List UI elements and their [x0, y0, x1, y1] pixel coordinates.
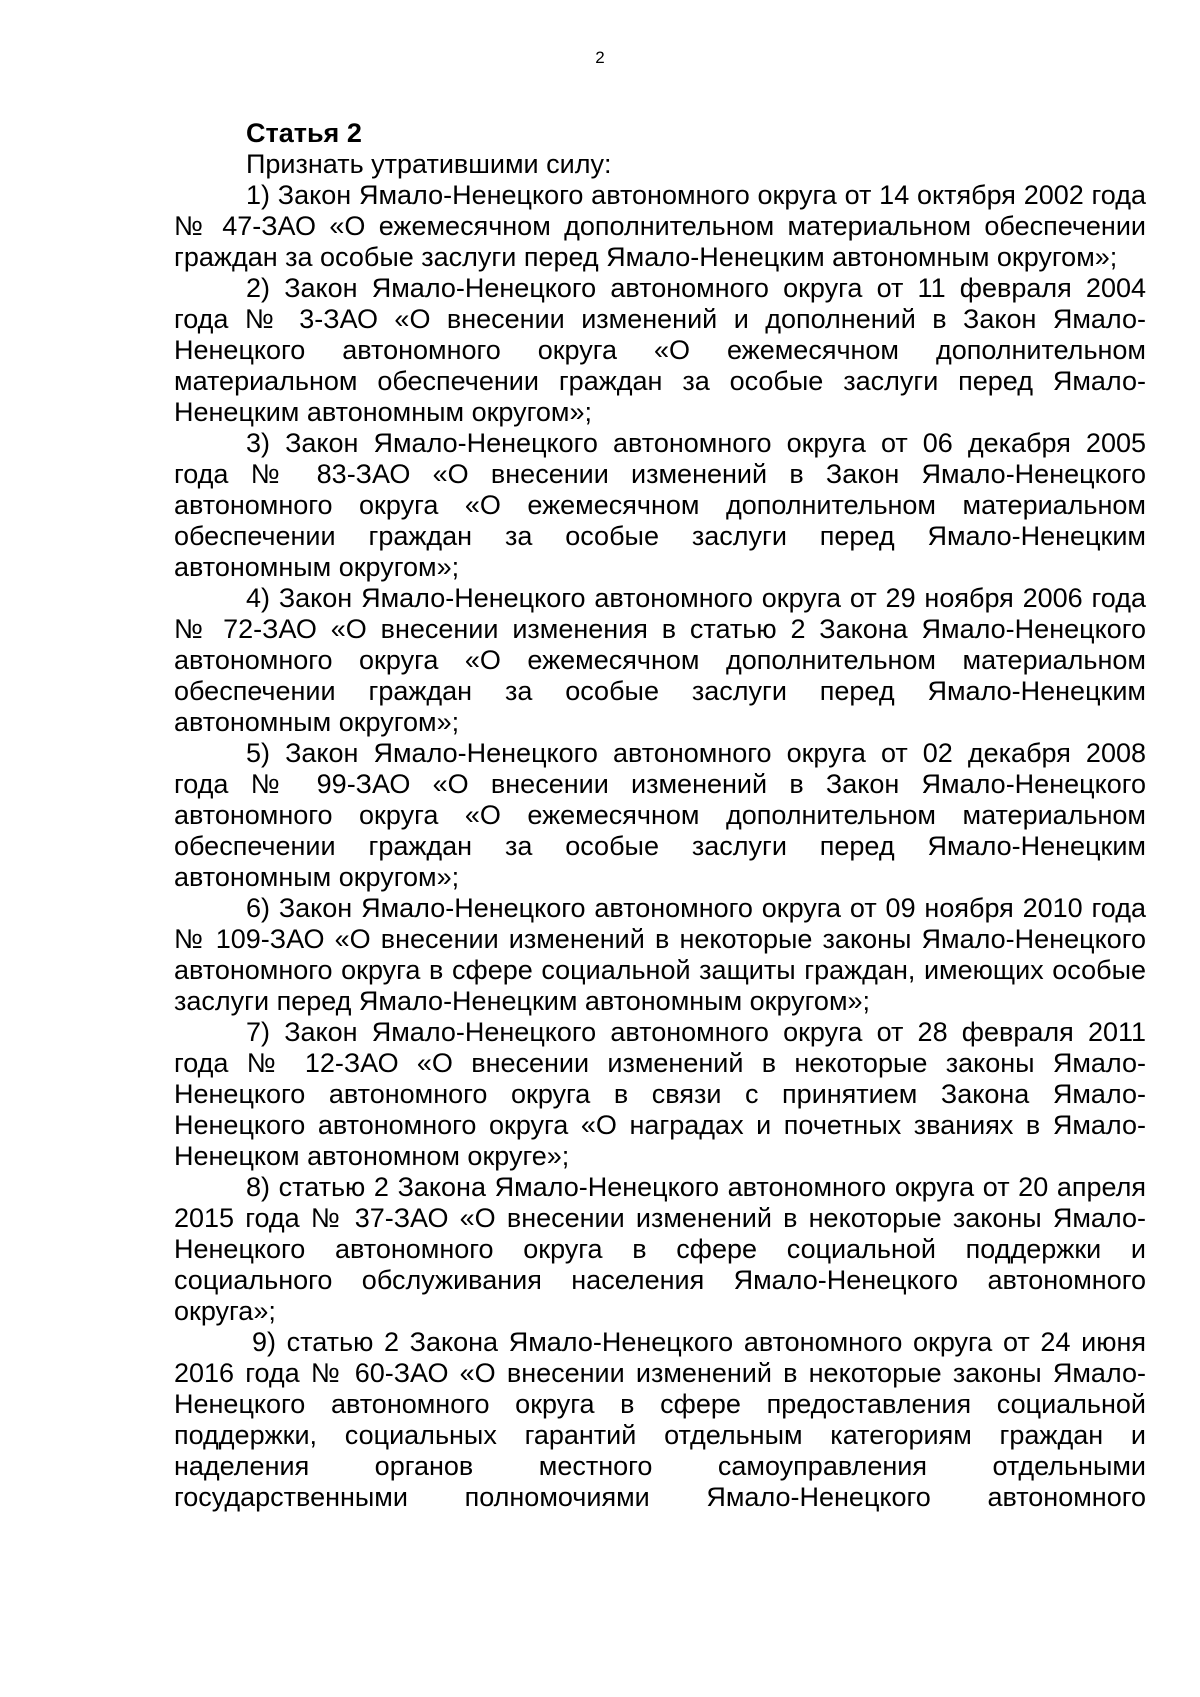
- list-item: 9) статью 2 Закона Ямало-Ненецкого автономного округа от 24 июня 2016 года № 60-ЗАО «О внесении изменений в некоторые законы Ямало-Ненецкого автономного округа в сфере предоставления социальной поддержки, социальных гарантий отдельным категориям граждан и наделения органов местного самоуправления отдельными государственными полномочиями Ямало-Ненецкого автономного: [174, 1327, 1146, 1512]
- page-number: 2: [595, 48, 605, 67]
- list-item: 1) Закон Ямало-Ненецкого автономного округа от 14 октября 2002 года № 47-ЗАО «О ежемесячном дополнительном материальном обеспечении граждан за особые заслуги перед Ямало-Ненецким автономным округом»;: [174, 180, 1146, 272]
- list-item: 2) Закон Ямало-Ненецкого автономного округа от 11 февраля 2004 года № 3-ЗАО «О внесении изменений и дополнений в Закон Ямало-Ненецкого автономного округа «О ежемесячном дополнительном материальном обеспечении граждан за особые заслуги перед Ямало-Ненецким автономным округом»;: [174, 273, 1146, 427]
- list-item: 8) статью 2 Закона Ямало-Ненецкого автономного округа от 20 апреля 2015 года № 37-ЗАО «О внесении изменений в некоторые законы Ямало-Ненецкого автономного округа в сфере социальной поддержки и социального обслуживания населения Ямало-Ненецкого автономного округа»;: [174, 1172, 1146, 1326]
- list-item: 5) Закон Ямало-Ненецкого автономного округа от 02 декабря 2008 года № 99-ЗАО «О внесении изменений в Закон Ямало-Ненецкого автономного округа «О ежемесячном дополнительном материальном обеспечении граждан за особые заслуги перед Ямало-Ненецким автономным округом»;: [174, 738, 1146, 892]
- list-item: 3) Закон Ямало-Ненецкого автономного округа от 06 декабря 2005 года № 83-ЗАО «О внесении изменений в Закон Ямало-Ненецкого автономного округа «О ежемесячном дополнительном материальном обеспечении граждан за особые заслуги перед Ямало-Ненецким автономным округом»;: [174, 428, 1146, 582]
- list-item: 7) Закон Ямало-Ненецкого автономного округа от 28 февраля 2011 года № 12-ЗАО «О внесении изменений в некоторые законы Ямало-Ненецкого автономного округа в связи с принятием Закона Ямало-Ненецкого автономного округа «О наградах и почетных званиях в Ямало-Ненецком автономном округе»;: [174, 1017, 1146, 1171]
- list-item: 6) Закон Ямало-Ненецкого автономного округа от 09 ноября 2010 года № 109-ЗАО «О внесении изменений в некоторые законы Ямало-Ненецкого автономного округа в сфере социальной защиты граждан, имеющих особые заслуги перед Ямало-Ненецким автономным округом»;: [174, 893, 1146, 1016]
- intro-text: Признать утратившими силу:: [246, 149, 612, 179]
- article-title: Статья 2: [246, 118, 362, 148]
- list-item: 4) Закон Ямало-Ненецкого автономного округа от 29 ноября 2006 года № 72-ЗАО «О внесении изменения в статью 2 Закона Ямало-Ненецкого автономного округа «О ежемесячном дополнительном материальном обеспечении граждан за особые заслуги перед Ямало-Ненецким автономным округом»;: [174, 583, 1146, 737]
- document-body: [174, 118, 1146, 1513]
